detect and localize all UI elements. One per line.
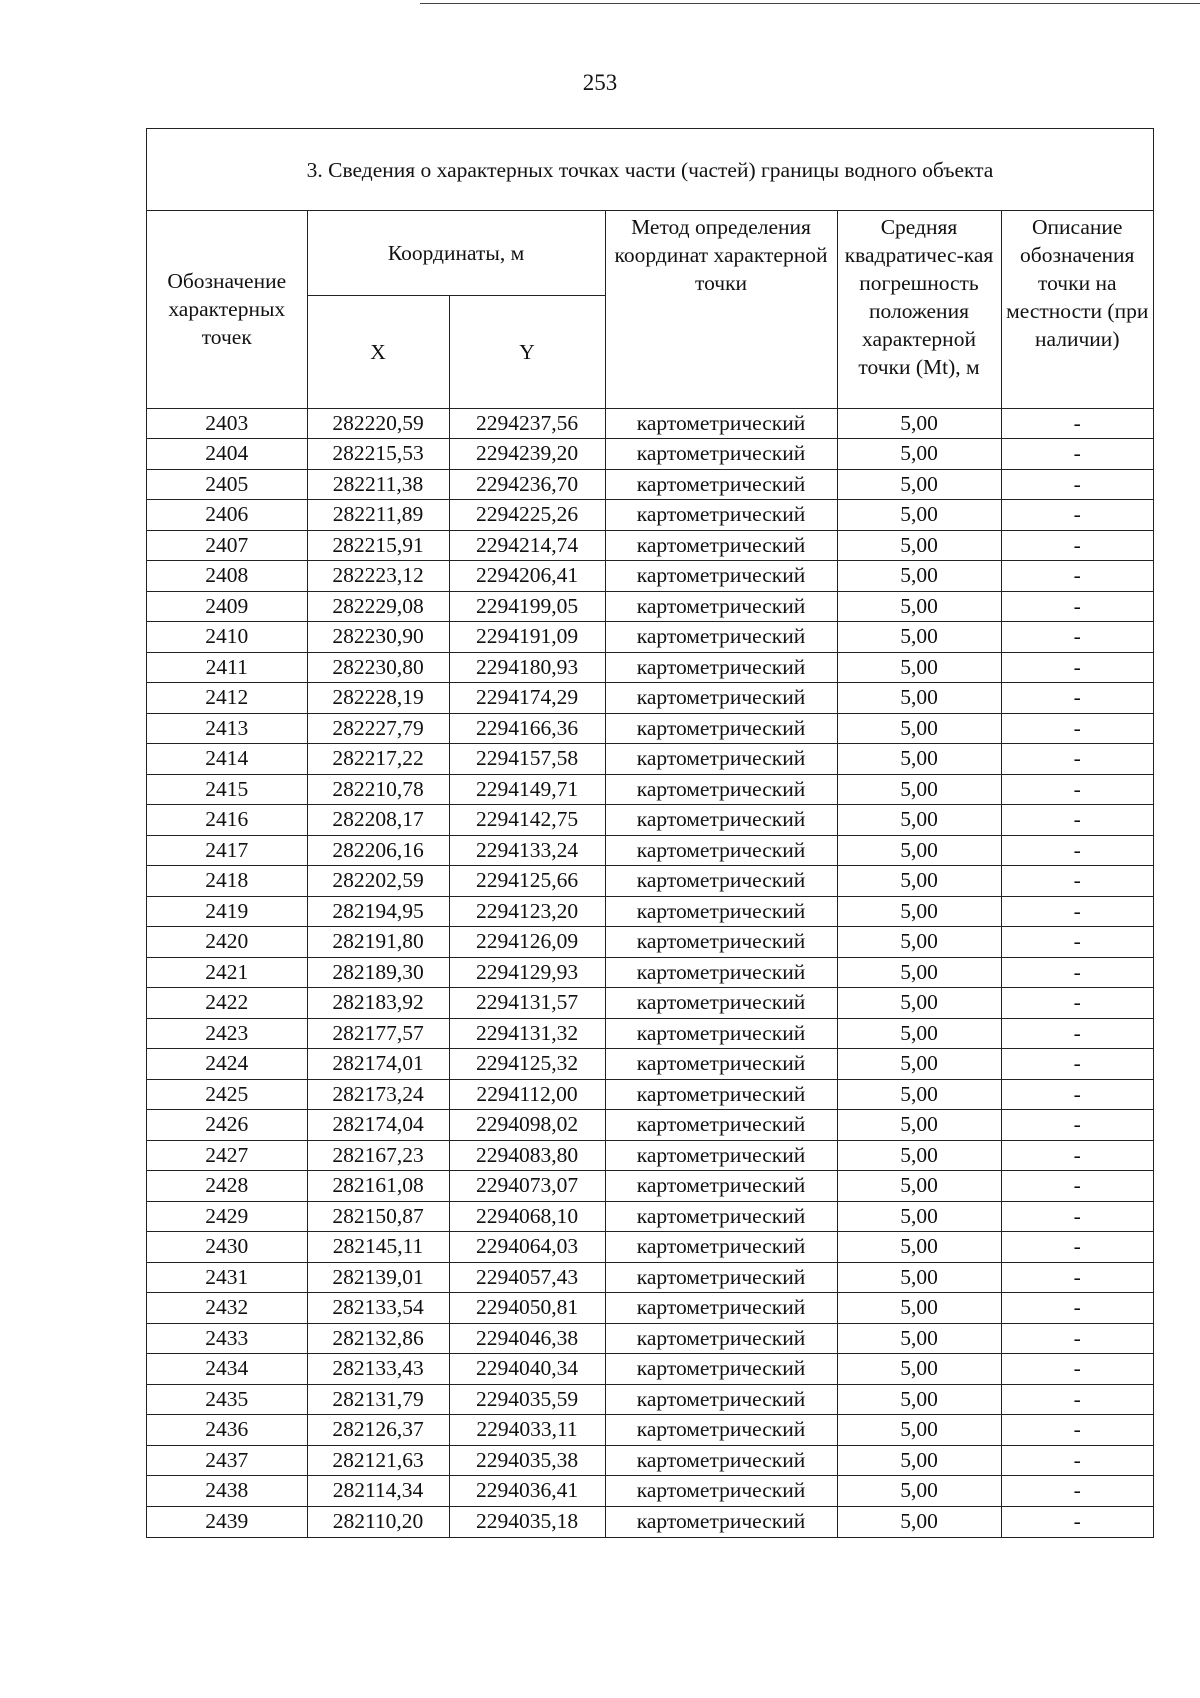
table-row [147, 744, 1153, 775]
x-coord-cell: 282194,95 [307, 896, 449, 927]
description-cell: - [1001, 988, 1153, 1019]
table-row [147, 1354, 1153, 1385]
error-cell: 5,00 [837, 530, 1001, 561]
point-id-cell: 2415 [147, 774, 307, 805]
point-id-cell: 2431 [147, 1262, 307, 1293]
y-coord-cell: 2294214,74 [449, 530, 605, 561]
error-cell: 5,00 [837, 1079, 1001, 1110]
description-cell: - [1001, 713, 1153, 744]
description-cell: - [1001, 408, 1153, 439]
table-row [147, 1415, 1153, 1446]
method-cell: картометрический [605, 408, 837, 439]
description-cell: - [1001, 957, 1153, 988]
table-row [147, 805, 1153, 836]
error-cell: 5,00 [837, 1049, 1001, 1080]
y-coord-cell: 2294129,93 [449, 957, 605, 988]
x-coord-cell: 282229,08 [307, 591, 449, 622]
point-id-cell: 2403 [147, 408, 307, 439]
x-coord-cell: 282126,37 [307, 1415, 449, 1446]
error-cell: 5,00 [837, 1232, 1001, 1263]
description-cell: - [1001, 622, 1153, 653]
point-id-cell: 2407 [147, 530, 307, 561]
table-row [147, 408, 1153, 439]
description-cell: - [1001, 1140, 1153, 1171]
y-coord-cell: 2294174,29 [449, 683, 605, 714]
point-id-cell: 2438 [147, 1476, 307, 1507]
error-cell: 5,00 [837, 652, 1001, 683]
table-row [147, 1110, 1153, 1141]
x-coord-cell: 282206,16 [307, 835, 449, 866]
error-cell: 5,00 [837, 1415, 1001, 1446]
header-method: Метод определения координат характерной точки [605, 211, 837, 408]
header-row [147, 211, 1153, 295]
table-row [147, 1262, 1153, 1293]
table-row [147, 622, 1153, 653]
description-cell: - [1001, 1232, 1153, 1263]
header-x: X [307, 295, 449, 408]
x-coord-cell: 282230,90 [307, 622, 449, 653]
error-cell: 5,00 [837, 1445, 1001, 1476]
point-id-cell: 2433 [147, 1323, 307, 1354]
description-cell: - [1001, 591, 1153, 622]
x-coord-cell: 282208,17 [307, 805, 449, 836]
method-cell: картометрический [605, 500, 837, 531]
x-coord-cell: 282215,91 [307, 530, 449, 561]
y-coord-cell: 2294237,56 [449, 408, 605, 439]
description-cell: - [1001, 500, 1153, 531]
y-coord-cell: 2294239,20 [449, 439, 605, 470]
x-coord-cell: 282174,01 [307, 1049, 449, 1080]
method-cell: картометрический [605, 1354, 837, 1385]
method-cell: картометрический [605, 866, 837, 897]
points-table-frame [146, 128, 1154, 1538]
y-coord-cell: 2294166,36 [449, 713, 605, 744]
error-cell: 5,00 [837, 896, 1001, 927]
error-cell: 5,00 [837, 622, 1001, 653]
method-cell: картометрический [605, 439, 837, 470]
method-cell: картометрический [605, 744, 837, 775]
error-cell: 5,00 [837, 988, 1001, 1019]
x-coord-cell: 282131,79 [307, 1384, 449, 1415]
y-coord-cell: 2294157,58 [449, 744, 605, 775]
y-coord-cell: 2294083,80 [449, 1140, 605, 1171]
point-id-cell: 2428 [147, 1171, 307, 1202]
y-coord-cell: 2294206,41 [449, 561, 605, 592]
points-table [147, 211, 1153, 1537]
error-cell: 5,00 [837, 1018, 1001, 1049]
table-row [147, 1445, 1153, 1476]
table-row [147, 1384, 1153, 1415]
description-cell: - [1001, 1323, 1153, 1354]
error-cell: 5,00 [837, 500, 1001, 531]
method-cell: картометрический [605, 530, 837, 561]
description-cell: - [1001, 530, 1153, 561]
point-id-cell: 2414 [147, 744, 307, 775]
table-row [147, 713, 1153, 744]
x-coord-cell: 282202,59 [307, 866, 449, 897]
y-coord-cell: 2294142,75 [449, 805, 605, 836]
y-coord-cell: 2294046,38 [449, 1323, 605, 1354]
description-cell: - [1001, 1018, 1153, 1049]
x-coord-cell: 282161,08 [307, 1171, 449, 1202]
x-coord-cell: 282133,43 [307, 1354, 449, 1385]
x-coord-cell: 282220,59 [307, 408, 449, 439]
x-coord-cell: 282145,11 [307, 1232, 449, 1263]
method-cell: картометрический [605, 1293, 837, 1324]
header-coords: Координаты, м [307, 211, 605, 295]
table-row [147, 1323, 1153, 1354]
error-cell: 5,00 [837, 1354, 1001, 1385]
point-id-cell: 2432 [147, 1293, 307, 1324]
description-cell: - [1001, 652, 1153, 683]
description-cell: - [1001, 835, 1153, 866]
x-coord-cell: 282227,79 [307, 713, 449, 744]
error-cell: 5,00 [837, 866, 1001, 897]
y-coord-cell: 2294191,09 [449, 622, 605, 653]
point-id-cell: 2423 [147, 1018, 307, 1049]
error-cell: 5,00 [837, 1476, 1001, 1507]
description-cell: - [1001, 1049, 1153, 1080]
header-y: Y [449, 295, 605, 408]
point-id-cell: 2422 [147, 988, 307, 1019]
error-cell: 5,00 [837, 683, 1001, 714]
x-coord-cell: 282133,54 [307, 1293, 449, 1324]
table-row [147, 683, 1153, 714]
table-row [147, 927, 1153, 958]
x-coord-cell: 282114,34 [307, 1476, 449, 1507]
table-row [147, 591, 1153, 622]
x-coord-cell: 282139,01 [307, 1262, 449, 1293]
description-cell: - [1001, 774, 1153, 805]
point-id-cell: 2412 [147, 683, 307, 714]
y-coord-cell: 2294050,81 [449, 1293, 605, 1324]
description-cell: - [1001, 1506, 1153, 1537]
method-cell: картометрический [605, 1140, 837, 1171]
x-coord-cell: 282223,12 [307, 561, 449, 592]
error-cell: 5,00 [837, 408, 1001, 439]
table-row [147, 500, 1153, 531]
error-cell: 5,00 [837, 561, 1001, 592]
description-cell: - [1001, 1445, 1153, 1476]
error-cell: 5,00 [837, 957, 1001, 988]
method-cell: картометрический [605, 805, 837, 836]
method-cell: картометрический [605, 927, 837, 958]
method-cell: картометрический [605, 1262, 837, 1293]
table-row [147, 1293, 1153, 1324]
y-coord-cell: 2294125,66 [449, 866, 605, 897]
description-cell: - [1001, 469, 1153, 500]
error-cell: 5,00 [837, 835, 1001, 866]
y-coord-cell: 2294035,59 [449, 1384, 605, 1415]
point-id-cell: 2405 [147, 469, 307, 500]
table-row [147, 652, 1153, 683]
table-row [147, 1079, 1153, 1110]
method-cell: картометрический [605, 835, 837, 866]
point-id-cell: 2426 [147, 1110, 307, 1141]
table-row [147, 896, 1153, 927]
table-row [147, 1232, 1153, 1263]
y-coord-cell: 2294035,38 [449, 1445, 605, 1476]
x-coord-cell: 282210,78 [307, 774, 449, 805]
y-coord-cell: 2294057,43 [449, 1262, 605, 1293]
y-coord-cell: 2294098,02 [449, 1110, 605, 1141]
method-cell: картометрический [605, 713, 837, 744]
page-number: 253 [582, 70, 618, 95]
error-cell: 5,00 [837, 927, 1001, 958]
table-row [147, 866, 1153, 897]
description-cell: - [1001, 744, 1153, 775]
y-coord-cell: 2294064,03 [449, 1232, 605, 1263]
description-cell: - [1001, 1384, 1153, 1415]
method-cell: картометрический [605, 1110, 837, 1141]
point-id-cell: 2419 [147, 896, 307, 927]
header-point: Обозначение характерных точек [147, 211, 307, 408]
y-coord-cell: 2294199,05 [449, 591, 605, 622]
description-cell: - [1001, 1476, 1153, 1507]
point-id-cell: 2436 [147, 1415, 307, 1446]
x-coord-cell: 282189,30 [307, 957, 449, 988]
error-cell: 5,00 [837, 1110, 1001, 1141]
table-row [147, 1140, 1153, 1171]
error-cell: 5,00 [837, 1384, 1001, 1415]
error-cell: 5,00 [837, 439, 1001, 470]
description-cell: - [1001, 1354, 1153, 1385]
error-cell: 5,00 [837, 774, 1001, 805]
point-id-cell: 2425 [147, 1079, 307, 1110]
error-cell: 5,00 [837, 1506, 1001, 1537]
method-cell: картометрический [605, 1476, 837, 1507]
table-row [147, 561, 1153, 592]
error-cell: 5,00 [837, 591, 1001, 622]
method-cell: картометрический [605, 1049, 837, 1080]
method-cell: картометрический [605, 1445, 837, 1476]
top-rule [420, 3, 1200, 4]
description-cell: - [1001, 896, 1153, 927]
method-cell: картометрический [605, 683, 837, 714]
x-coord-cell: 282110,20 [307, 1506, 449, 1537]
header-description: Описание обозначения точки на местности (при наличии) [1001, 211, 1153, 408]
table-row [147, 835, 1153, 866]
point-id-cell: 2416 [147, 805, 307, 836]
method-cell: картометрический [605, 652, 837, 683]
table-row [147, 1476, 1153, 1507]
x-coord-cell: 282121,63 [307, 1445, 449, 1476]
point-id-cell: 2410 [147, 622, 307, 653]
error-cell: 5,00 [837, 713, 1001, 744]
x-coord-cell: 282167,23 [307, 1140, 449, 1171]
x-coord-cell: 282173,24 [307, 1079, 449, 1110]
table-row [147, 1506, 1153, 1537]
error-cell: 5,00 [837, 744, 1001, 775]
error-cell: 5,00 [837, 805, 1001, 836]
y-coord-cell: 2294123,20 [449, 896, 605, 927]
description-cell: - [1001, 1171, 1153, 1202]
x-coord-cell: 282150,87 [307, 1201, 449, 1232]
y-coord-cell: 2294073,07 [449, 1171, 605, 1202]
method-cell: картометрический [605, 774, 837, 805]
method-cell: картометрический [605, 988, 837, 1019]
y-coord-cell: 2294131,32 [449, 1018, 605, 1049]
point-id-cell: 2429 [147, 1201, 307, 1232]
description-cell: - [1001, 1201, 1153, 1232]
point-id-cell: 2417 [147, 835, 307, 866]
description-cell: - [1001, 1110, 1153, 1141]
description-cell: - [1001, 866, 1153, 897]
description-cell: - [1001, 1293, 1153, 1324]
point-id-cell: 2437 [147, 1445, 307, 1476]
point-id-cell: 2439 [147, 1506, 307, 1537]
point-id-cell: 2434 [147, 1354, 307, 1385]
error-cell: 5,00 [837, 1171, 1001, 1202]
y-coord-cell: 2294036,41 [449, 1476, 605, 1507]
method-cell: картометрический [605, 561, 837, 592]
table-body [147, 408, 1153, 1537]
description-cell: - [1001, 1415, 1153, 1446]
table-row [147, 439, 1153, 470]
point-id-cell: 2435 [147, 1384, 307, 1415]
x-coord-cell: 282217,22 [307, 744, 449, 775]
point-id-cell: 2420 [147, 927, 307, 958]
error-cell: 5,00 [837, 1140, 1001, 1171]
point-id-cell: 2408 [147, 561, 307, 592]
x-coord-cell: 282228,19 [307, 683, 449, 714]
point-id-cell: 2404 [147, 439, 307, 470]
description-cell: - [1001, 561, 1153, 592]
method-cell: картометрический [605, 469, 837, 500]
header-error: Средняя квадратичес-кая погрешность положения характерной точки (Mt), м [837, 211, 1001, 408]
y-coord-cell: 2294131,57 [449, 988, 605, 1019]
y-coord-cell: 2294236,70 [449, 469, 605, 500]
y-coord-cell: 2294112,00 [449, 1079, 605, 1110]
description-cell: - [1001, 1262, 1153, 1293]
point-id-cell: 2413 [147, 713, 307, 744]
method-cell: картометрический [605, 1506, 837, 1537]
point-id-cell: 2411 [147, 652, 307, 683]
y-coord-cell: 2294033,11 [449, 1415, 605, 1446]
description-cell: - [1001, 805, 1153, 836]
method-cell: картометрический [605, 1018, 837, 1049]
table-row [147, 1171, 1153, 1202]
y-coord-cell: 2294225,26 [449, 500, 605, 531]
y-coord-cell: 2294126,09 [449, 927, 605, 958]
x-coord-cell: 282211,38 [307, 469, 449, 500]
point-id-cell: 2421 [147, 957, 307, 988]
method-cell: картометрический [605, 622, 837, 653]
description-cell: - [1001, 1079, 1153, 1110]
method-cell: картометрический [605, 1384, 837, 1415]
point-id-cell: 2418 [147, 866, 307, 897]
y-coord-cell: 2294149,71 [449, 774, 605, 805]
table-row [147, 1201, 1153, 1232]
section-title: 3. Сведения о характерных точках части (частей) границы водного объекта [147, 129, 1153, 211]
x-coord-cell: 282230,80 [307, 652, 449, 683]
y-coord-cell: 2294068,10 [449, 1201, 605, 1232]
error-cell: 5,00 [837, 1323, 1001, 1354]
y-coord-cell: 2294133,24 [449, 835, 605, 866]
method-cell: картометрический [605, 1323, 837, 1354]
x-coord-cell: 282183,92 [307, 988, 449, 1019]
description-cell: - [1001, 927, 1153, 958]
y-coord-cell: 2294125,32 [449, 1049, 605, 1080]
point-id-cell: 2424 [147, 1049, 307, 1080]
point-id-cell: 2409 [147, 591, 307, 622]
y-coord-cell: 2294040,34 [449, 1354, 605, 1385]
y-coord-cell: 2294180,93 [449, 652, 605, 683]
table-row [147, 957, 1153, 988]
x-coord-cell: 282211,89 [307, 500, 449, 531]
x-coord-cell: 282132,86 [307, 1323, 449, 1354]
description-cell: - [1001, 439, 1153, 470]
method-cell: картометрический [605, 1415, 837, 1446]
x-coord-cell: 282191,80 [307, 927, 449, 958]
table-row [147, 774, 1153, 805]
error-cell: 5,00 [837, 1293, 1001, 1324]
table-row [147, 988, 1153, 1019]
method-cell: картометрический [605, 957, 837, 988]
method-cell: картометрический [605, 1201, 837, 1232]
x-coord-cell: 282174,04 [307, 1110, 449, 1141]
method-cell: картометрический [605, 591, 837, 622]
method-cell: картометрический [605, 1079, 837, 1110]
method-cell: картометрический [605, 1171, 837, 1202]
table-row [147, 1018, 1153, 1049]
error-cell: 5,00 [837, 1262, 1001, 1293]
method-cell: картометрический [605, 896, 837, 927]
point-id-cell: 2427 [147, 1140, 307, 1171]
method-cell: картометрический [605, 1232, 837, 1263]
point-id-cell: 2406 [147, 500, 307, 531]
table-row [147, 1049, 1153, 1080]
table-row [147, 469, 1153, 500]
y-coord-cell: 2294035,18 [449, 1506, 605, 1537]
x-coord-cell: 282215,53 [307, 439, 449, 470]
point-id-cell: 2430 [147, 1232, 307, 1263]
error-cell: 5,00 [837, 1201, 1001, 1232]
table-row [147, 530, 1153, 561]
x-coord-cell: 282177,57 [307, 1018, 449, 1049]
description-cell: - [1001, 683, 1153, 714]
error-cell: 5,00 [837, 469, 1001, 500]
